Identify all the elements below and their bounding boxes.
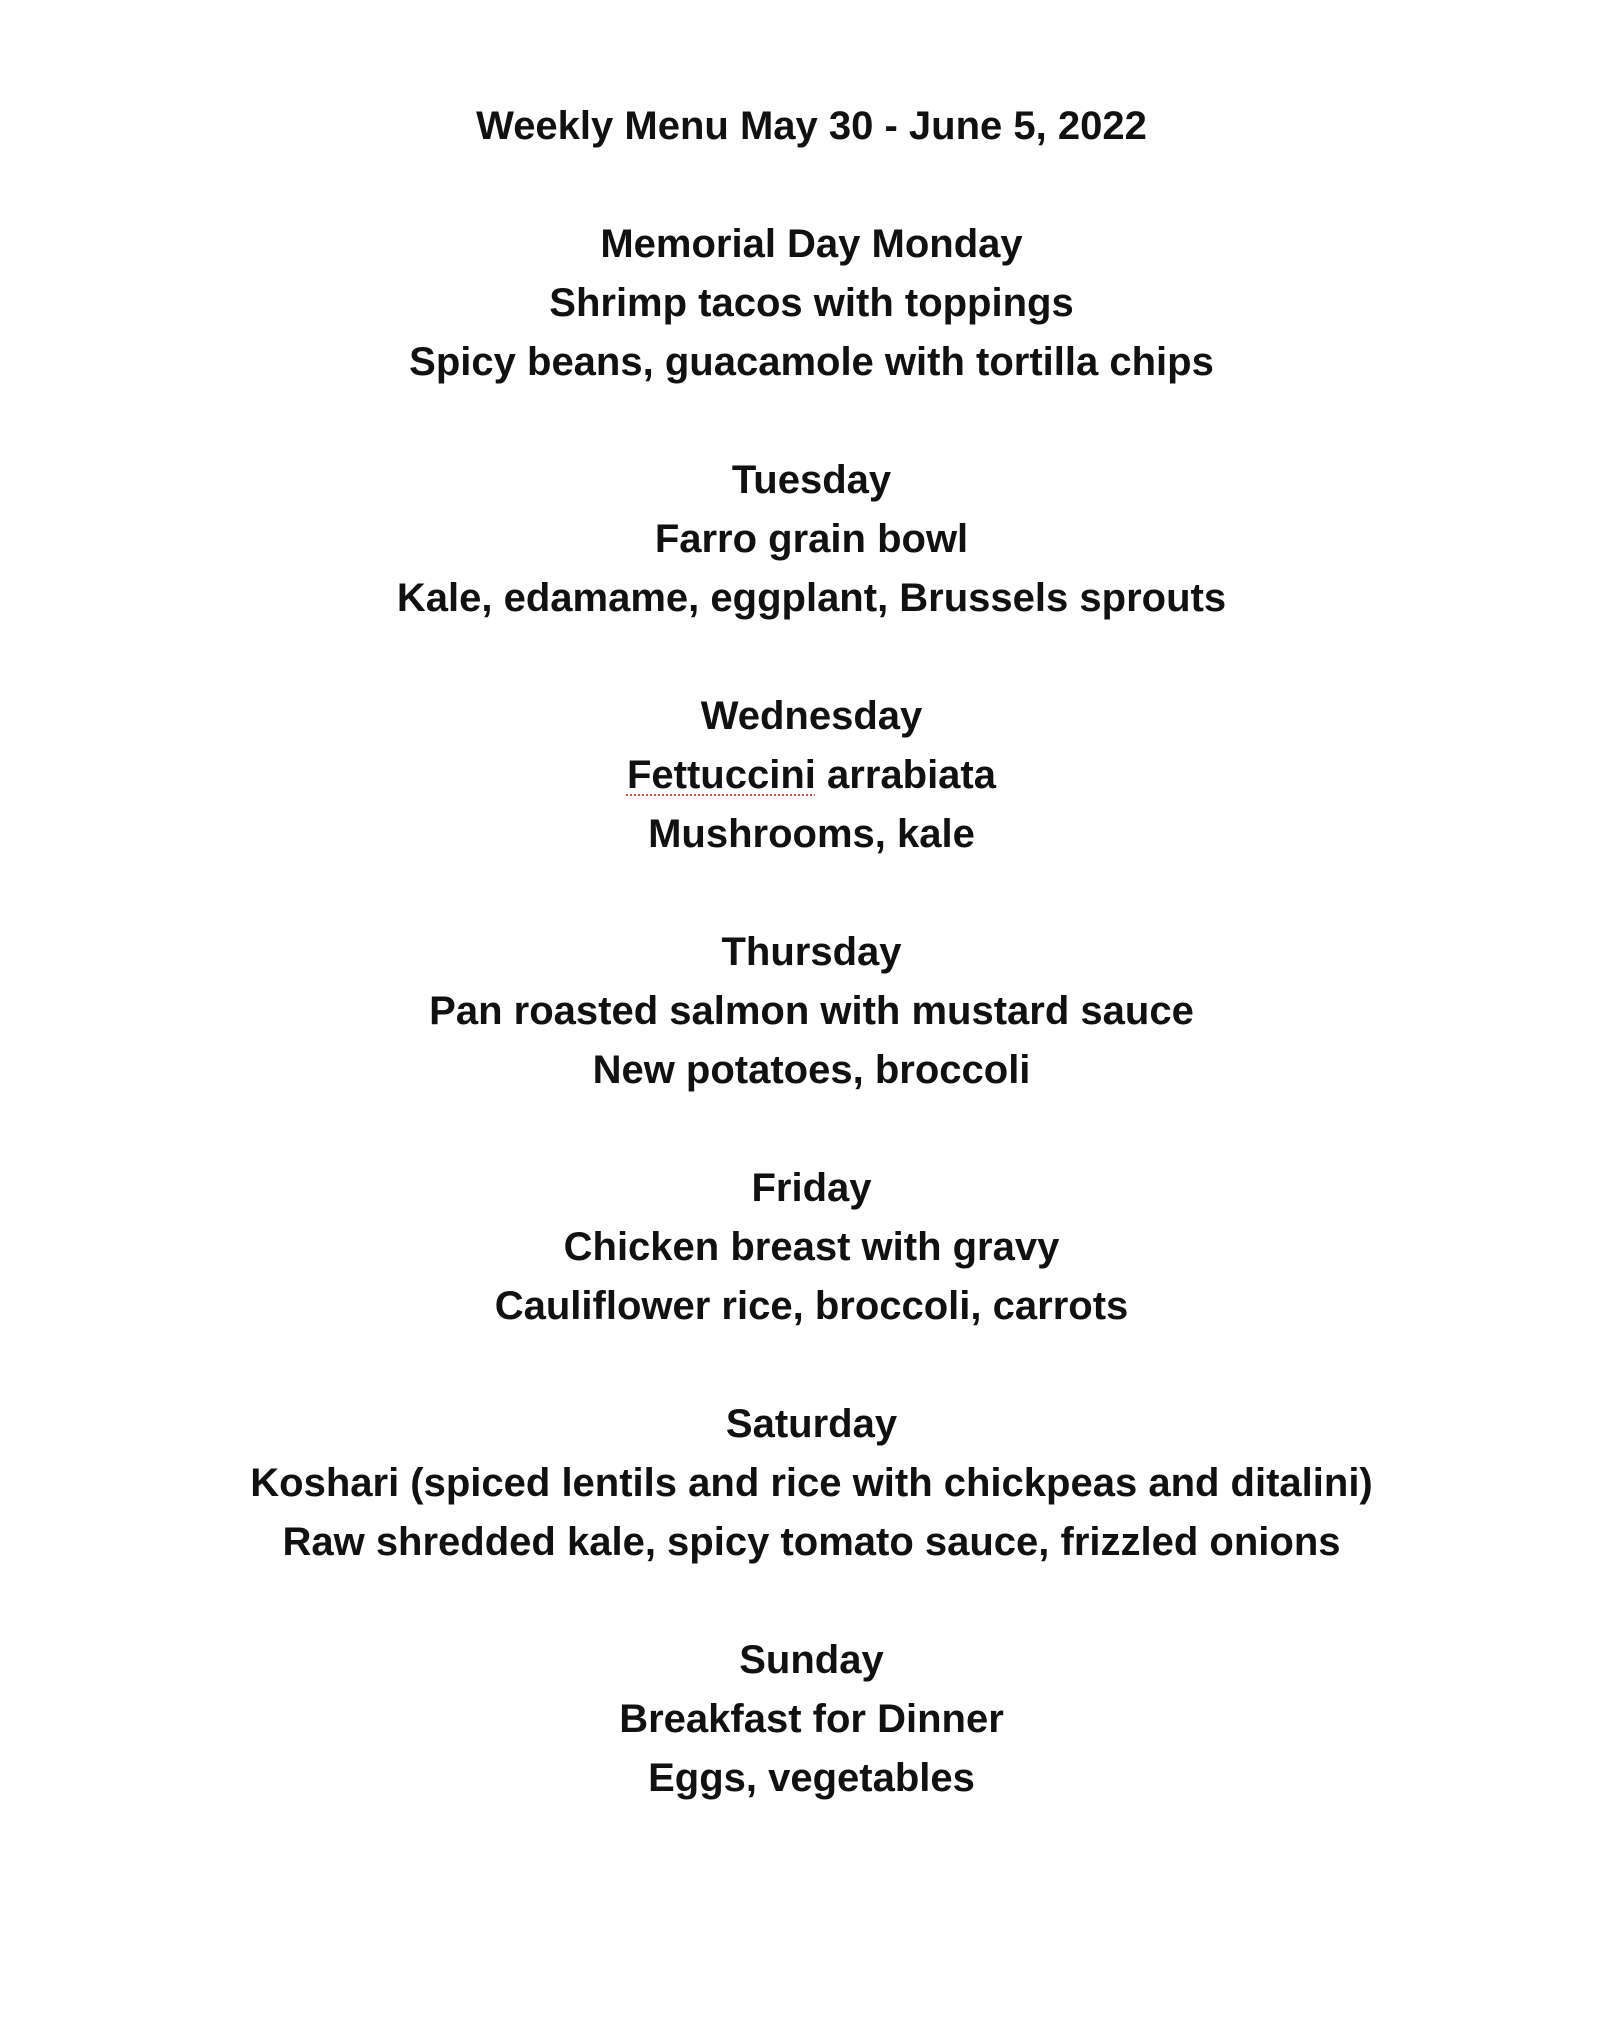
wednesday-heading: Wednesday bbox=[700, 694, 923, 738]
sunday-main: Breakfast for Dinner bbox=[619, 1697, 1004, 1741]
saturday-sides: Raw shredded kale, spicy tomato sauce, frizzled onions bbox=[282, 1520, 1341, 1564]
thursday-main: Pan roasted salmon with mustard sauce bbox=[429, 989, 1194, 1033]
saturday-heading: Saturday bbox=[725, 1402, 898, 1446]
tuesday-sides: Kale, edamame, eggplant, Brussels sprouts bbox=[396, 576, 1227, 620]
wednesday-main-rest: arrabiata bbox=[815, 753, 996, 797]
thursday-sides: New potatoes, broccoli bbox=[592, 1048, 1031, 1092]
monday-sides: Spicy beans, guacamole with tortilla chips bbox=[409, 340, 1214, 384]
friday-heading: Friday bbox=[751, 1166, 872, 1210]
thursday-heading: Thursday bbox=[721, 930, 902, 974]
wednesday-main bbox=[0, 745, 1623, 805]
tuesday-main: Farro grain bowl bbox=[654, 517, 969, 561]
sunday-sides: Eggs, vegetables bbox=[648, 1756, 975, 1800]
monday-main: Shrimp tacos with toppings bbox=[549, 281, 1074, 325]
misspelled-word[interactable]: Fettuccini bbox=[626, 753, 816, 797]
friday-sides: Cauliflower rice, broccoli, carrots bbox=[494, 1284, 1129, 1328]
monday-heading: Memorial Day Monday bbox=[600, 222, 1023, 266]
tuesday-heading: Tuesday bbox=[731, 458, 892, 502]
friday-main: Chicken breast with gravy bbox=[563, 1225, 1060, 1269]
wednesday-sides: Mushrooms, kale bbox=[648, 812, 975, 856]
saturday-main: Koshari (spiced lentils and rice with chickpeas and ditalini) bbox=[250, 1461, 1373, 1505]
sunday-heading: Sunday bbox=[739, 1638, 884, 1682]
menu-title: Weekly Menu May 30 - June 5, 2022 bbox=[476, 104, 1147, 148]
